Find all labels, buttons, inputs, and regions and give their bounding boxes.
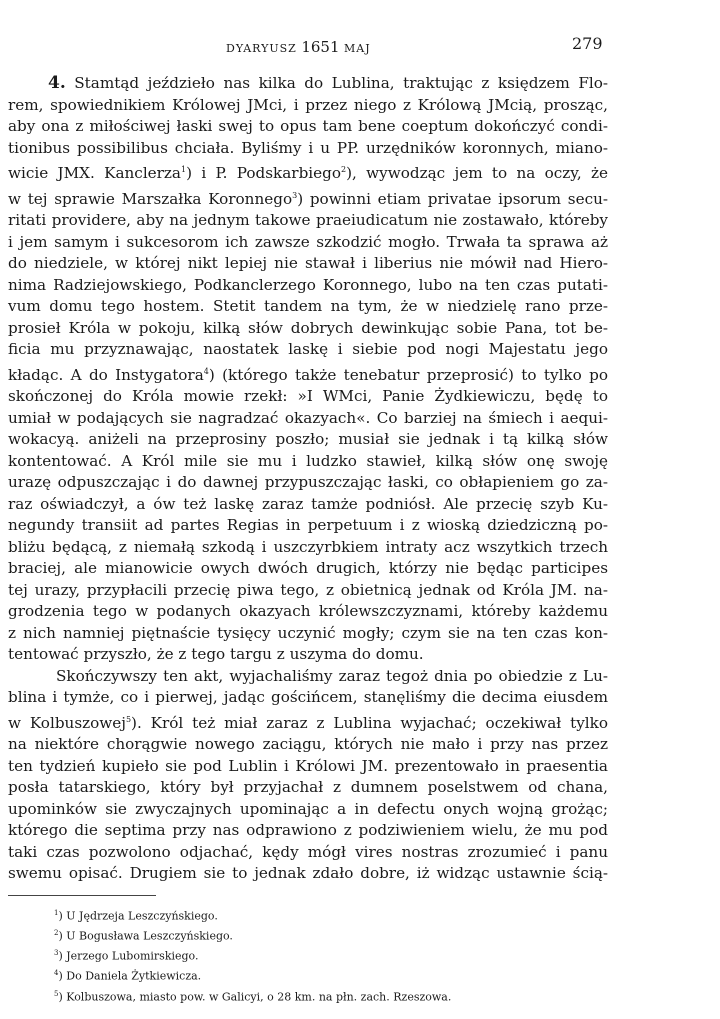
text-line: swemu opisać. Drugiem sie to jednak zdało dobre, iż widząc ustawnie ścią- <box>8 864 608 883</box>
footnote-mark: 3 <box>292 190 298 200</box>
text-line: tionibus possibilibus chciała. Byliśmy i u PP. urzędników koronnych, miano- <box>8 138 608 157</box>
text-line: wicie JMX. Kanclerza$^1$) i P. Podskarbiego$^2$), wywodząc jem to na oczy, że <box>8 164 609 183</box>
text-line: do niedziele, w której nikt lepiej nie stawał i liberius nie mówił nad Hiero- <box>8 254 608 273</box>
text-line: ritati providere, aby na jednym takowe praeiudicatum nie zostawało, któreby <box>8 211 608 230</box>
text-line: rem, spowiednikiem Królowej JMci, i przez niego z Królową JMcią, prosząc, <box>8 95 608 114</box>
text-line: 4. Stamtąd jeździeło nas kilka do Lublina, traktując z księdzem Flo- <box>48 73 609 93</box>
text-line: na niektóre chorągwie nowego zaciągu, których nie mało i przy nas przez <box>8 735 608 754</box>
paragraph-number: 4. <box>48 73 66 93</box>
text-line: skończonej do Króla mowie rzekł: »I WMci, Panie Żydkiewiczu, będę to <box>8 387 608 406</box>
footnote-divider <box>8 895 156 896</box>
text-line: upominków sie zwyczajnych upominając a in defectu onych wojną grożąc; <box>8 799 608 818</box>
text-line: ficia mu przyznawając, naostatek laskę i siebie pod nogi Majestatu jego <box>8 340 608 359</box>
footnotes <box>54 905 451 1006</box>
footnote: $^3$) Jerzego Lubomirskiego. <box>54 949 199 963</box>
footnote-number: 5 <box>54 989 59 998</box>
running-head-month: MAJ <box>344 42 371 55</box>
footnote: $^4$) Do Daniela Żytkiewicza. <box>54 969 202 984</box>
footnote-mark: 1 <box>180 165 187 174</box>
footnote-number: 1 <box>54 909 59 917</box>
text-line: urazę odpuszczając i do dawnej przypuszczając łaski, co obłapieniem go za- <box>8 473 608 492</box>
main-text <box>8 73 608 885</box>
text-line: braciej, ale mianowicie owych dwóch drugich, którzy nie będąc participes <box>8 559 608 578</box>
text-line: w tej sprawie Marszałka Koronnego$^3$) powinni etiam privatae ipsorum secu- <box>8 189 608 208</box>
footnote: $^1$) U Jędrzeja Leszczyńskiego. <box>54 909 218 923</box>
running-head-title: DYARYUSZ <box>226 42 297 55</box>
text-line: z nich namniej piętnaście tysięcy uczynić mogły; czym sie na ten czas kon- <box>8 623 608 642</box>
text-line: vum domu tego hostem. Stetit tandem na tym, że w niedzielę rano prze- <box>8 297 608 316</box>
running-head <box>226 38 371 56</box>
running-head-year: 1651 <box>301 38 340 56</box>
text-line: tentować przyszło, że z tego targu z uszyma do domu. <box>8 645 424 664</box>
footnote-mark: 5 <box>125 714 132 724</box>
text-line: prosieł Króla w pokoju, kilką słów dobrych dewinkując sobie Pana, tot be- <box>8 318 608 337</box>
text-line: blina i tymże, co i pierwej, jadąc gościńcem, stanęliśmy die decima eiusdem <box>8 688 608 707</box>
text-line: bliżu będącą, z niemałą szkodą i uszczyrbkiem intraty acz wszytkich trzech <box>8 537 608 556</box>
text-line: w Kolbuszowej$^5$). Król też miał zaraz z Lublina wyjachać; oczekiwał tylko <box>8 713 608 732</box>
text-line: raz oświadczył, a ów też laskę zaraz tamże podniósł. Ale przecię szyb Ku- <box>8 494 608 513</box>
text-line: kładąc. A do Instygatora$^4$) (którego także tenebatur przeprosić) to tylko po <box>8 365 608 384</box>
page-number: 279 <box>572 34 603 53</box>
text-line: negundy transiit ad partes Regias in perpetuum i z wioską dziedziczną po- <box>8 516 608 535</box>
text-line: aby ona z miłościwej łaski swej to opus tam bene coeptum dokończyć condi- <box>8 117 608 135</box>
text-line: taki czas pozwolono odjachać, kędy mógł vires nostras zrozumieć i panu <box>8 842 608 861</box>
footnote: $^5$) Kolbuszowa, miasto pow. w Galicyi, o 28 km. na płn. zach. Rzeszowa. <box>54 989 452 1004</box>
footnote-mark: 2 <box>341 165 347 174</box>
text-line: kontentować. A Król mile sie mu i ludzko stawieł, kilką słów onę swoję <box>8 451 608 470</box>
text-line: grodzenia tego w podanych okazyach królewszczyznami, któreby każdemu <box>8 602 608 621</box>
text-line: ten tydzień kupieło sie pod Lublin i Królowi JM. prezentowało in praesentia <box>8 756 608 775</box>
text-line: wokacyą. aniżeli na przeprosiny poszło; musiał sie jednak i tą kilką słów <box>8 430 608 449</box>
text-line: tej urazy, przypłacili przecię piwa tego, z obietnicą jednak od Króla JM. na- <box>8 580 608 599</box>
footnote-mark: 4 <box>203 366 209 376</box>
footnote-number: 2 <box>54 929 59 938</box>
text-line: Skończywszy ten akt, wyjachaliśmy zaraz tegoż dnia po obiedzie z Lu- <box>56 666 608 685</box>
footnote-number: 3 <box>54 949 59 958</box>
text-line: nima Radziejowskiego, Podkanclerzego Koronnego, lubo na ten czas putati- <box>8 275 608 294</box>
page-header <box>0 34 720 58</box>
text-line: i jem samym i sukcesorom ich zawsze szkodzić mogło. Trwała ta sprawa aż <box>8 232 608 251</box>
text-line: posła tatarskiego, który był przyjachał z dumnem poselstwem od chana, <box>8 778 608 797</box>
text-line: umiał w podających sie nagradzać okazyach«. Co barziej na śmiech i aequi- <box>8 408 608 427</box>
text-line: którego die septima przy nas odprawiono z podziwieniem wielu, że mu pod <box>8 821 608 840</box>
footnote: $^2$) U Bogusława Leszczyńskiego. <box>54 929 233 943</box>
footnote-number: 4 <box>54 969 59 978</box>
